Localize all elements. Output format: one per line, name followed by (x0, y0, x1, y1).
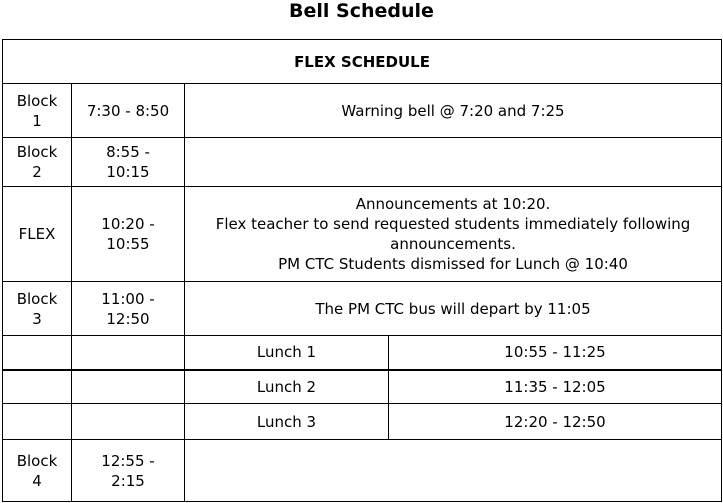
block-cell: Block 4 (3, 440, 72, 502)
table-row (3, 138, 722, 187)
lunch-row (3, 404, 722, 440)
lunch-label-cell: Lunch 2 (185, 370, 389, 404)
flex-schedule-header: FLEX SCHEDULE (3, 40, 722, 84)
empty-cell (3, 370, 72, 404)
lunch-row (3, 336, 722, 370)
note-cell: The PM CTC bus will depart by 11:05 (185, 282, 722, 336)
schedule-table (2, 39, 722, 502)
lunch-time-cell: 10:55 - 11:25 (389, 336, 722, 370)
time-cell: 11:00 - 12:50 (72, 282, 185, 336)
note-cell: Announcements at 10:20. Flex teacher to send requested students immediately following announcements. PM CTC Students dismissed for Lunch @ 10:40 (185, 187, 722, 282)
empty-cell (3, 404, 72, 440)
time-cell: 12:55 - 2:15 (72, 440, 185, 502)
table-row (3, 282, 722, 336)
note-cell: Warning bell @ 7:20 and 7:25 (185, 84, 722, 138)
empty-cell (72, 336, 185, 370)
block-cell: Block 2 (3, 138, 72, 187)
header-row (3, 40, 722, 84)
empty-cell (72, 370, 185, 404)
note-cell (185, 138, 722, 187)
lunch-time-cell: 11:35 - 12:05 (389, 370, 722, 404)
block-cell: Block 1 (3, 84, 72, 138)
block-cell: FLEX (3, 187, 72, 282)
note-cell (185, 440, 722, 502)
lunch-time-cell: 12:20 - 12:50 (389, 404, 722, 440)
empty-cell (3, 336, 72, 370)
table-row (3, 440, 722, 502)
empty-cell (72, 404, 185, 440)
lunch-label-cell: Lunch 3 (185, 404, 389, 440)
time-cell: 8:55 - 10:15 (72, 138, 185, 187)
page-title: Bell Schedule (289, 0, 434, 22)
time-cell: 10:20 - 10:55 (72, 187, 185, 282)
lunch-row (3, 370, 722, 404)
time-cell: 7:30 - 8:50 (72, 84, 185, 138)
table-row (3, 187, 722, 282)
table-row (3, 84, 722, 138)
block-cell: Block 3 (3, 282, 72, 336)
lunch-label-cell: Lunch 1 (185, 336, 389, 370)
